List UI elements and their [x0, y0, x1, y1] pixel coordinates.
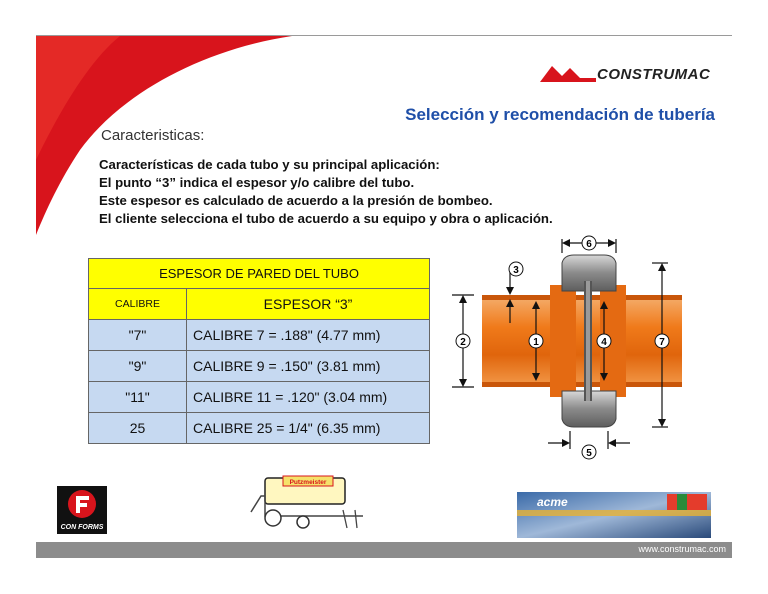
body-line: Este espesor es calculado de acuerdo a la presión de bombeo.	[99, 193, 493, 208]
page-title: Selección y recomendación de tubería	[405, 105, 715, 124]
table-title: ESPESOR DE PARED DEL TUBO	[89, 259, 430, 289]
cell-calibre: "9"	[89, 351, 187, 382]
pipe-coupling-diagram	[452, 233, 682, 463]
cell-calibre: 25	[89, 413, 187, 444]
label-7: 7	[659, 337, 665, 348]
acme-logo	[517, 492, 711, 538]
label-3: 3	[513, 265, 519, 276]
footer-bar	[36, 542, 732, 558]
column-header-espesor: ESPESOR “3”	[187, 289, 430, 320]
label-6: 6	[586, 239, 592, 250]
cell-espesor: CALIBRE 11 = .120" (3.04 mm)	[187, 382, 430, 413]
acme-logo-text: acme	[537, 495, 568, 509]
table-row	[89, 351, 430, 382]
body-line: Características de cada tubo y su principal aplicación:	[99, 157, 440, 172]
wall-thickness-table	[88, 258, 430, 444]
label-5: 5	[586, 448, 592, 459]
putzmeister-logo	[243, 472, 369, 534]
brand-name: CONSTRUMAC	[597, 66, 711, 83]
table-row	[89, 382, 430, 413]
body-text	[99, 156, 553, 228]
table-row	[89, 320, 430, 351]
putzmeister-logo-text: Putzmeister	[289, 479, 327, 486]
cell-calibre: "7"	[89, 320, 187, 351]
pipe-body	[482, 295, 682, 387]
body-line: El cliente selecciona el tubo de acuerdo a su equipo y obra o aplicación.	[99, 211, 553, 226]
cell-espesor: CALIBRE 25 = 1/4" (6.35 mm)	[187, 413, 430, 444]
table-row	[89, 413, 430, 444]
label-4: 4	[601, 337, 607, 348]
construmac-logo-icon	[540, 62, 596, 84]
top-rule	[36, 35, 732, 36]
page-subtitle: Caracteristicas:	[101, 127, 205, 144]
conforms-logo-text: CON FORMS	[60, 524, 104, 531]
cell-espesor: CALIBRE 7 = .188" (4.77 mm)	[187, 320, 430, 351]
cell-calibre: "11"	[89, 382, 187, 413]
column-header-calibre: CALIBRE	[89, 289, 187, 320]
footer-url: www.construmac.com	[638, 544, 726, 554]
conforms-logo	[57, 486, 107, 534]
label-1: 1	[533, 337, 539, 348]
body-line: El punto “3” indica el espesor y/o calibre del tubo.	[99, 175, 415, 190]
cell-espesor: CALIBRE 9 = .150" (3.81 mm)	[187, 351, 430, 382]
label-2: 2	[460, 337, 466, 348]
